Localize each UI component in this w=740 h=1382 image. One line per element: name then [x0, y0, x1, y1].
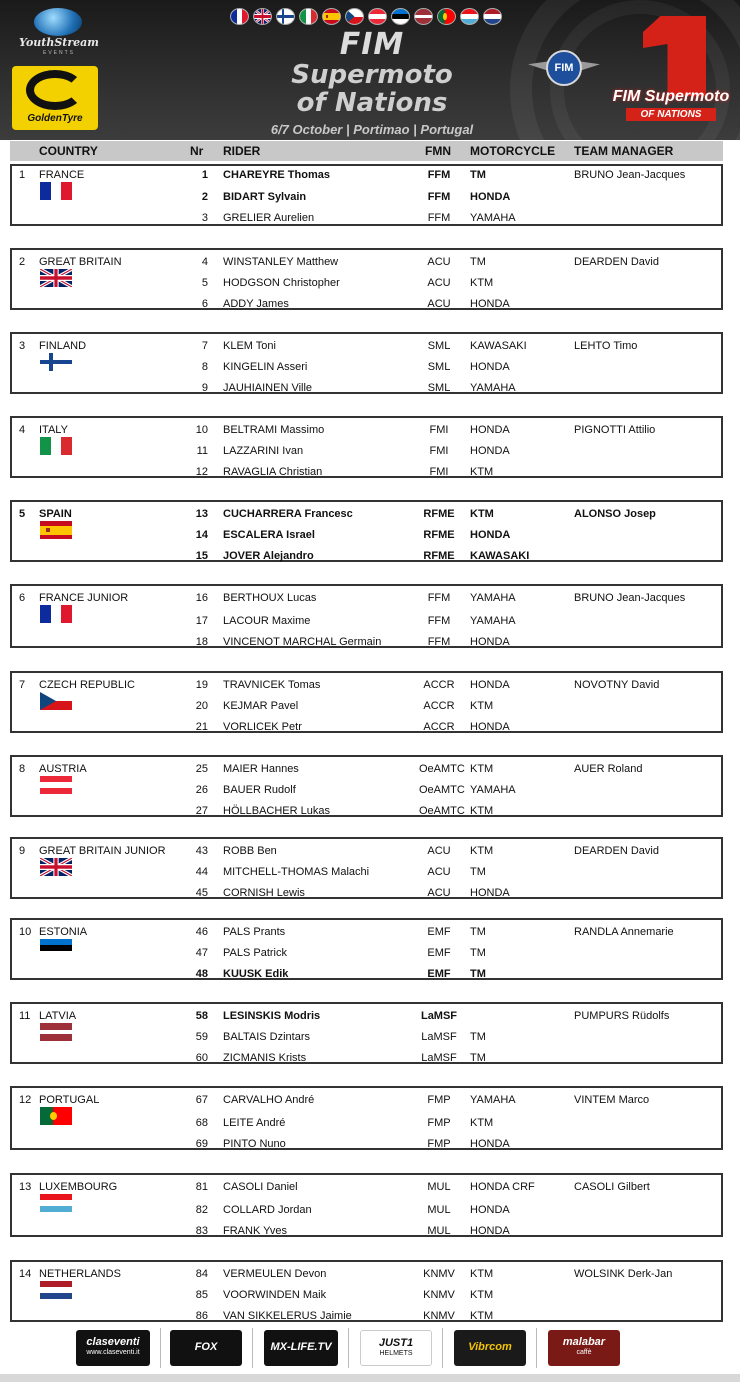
- team-block: [10, 416, 723, 478]
- rider-fmn: RFME: [423, 529, 455, 541]
- sponsor-name: Vibrcom: [468, 1341, 512, 1353]
- team-manager: VINTEM Marco: [574, 1094, 650, 1106]
- team-block: [10, 918, 723, 980]
- rider-number: 43: [195, 845, 208, 857]
- rider-number: 67: [195, 1094, 208, 1106]
- rider-number: 84: [195, 1268, 208, 1280]
- team-position: 10: [19, 926, 32, 938]
- rider-motorcycle: HONDA: [470, 424, 510, 436]
- rider-fmn: KNMV: [423, 1310, 455, 1322]
- youthstream-disc-icon: [34, 8, 82, 36]
- rider-fmn: EMF: [427, 926, 451, 938]
- rider-motorcycle: TM: [470, 947, 486, 959]
- rider-name: VOORWINDEN Maik: [223, 1289, 327, 1301]
- team-manager: BRUNO Jean-Jacques: [574, 592, 686, 604]
- rider-fmn: FMI: [429, 424, 449, 436]
- team-country: CZECH REPUBLIC: [39, 679, 135, 691]
- rider-motorcycle: HONDA: [470, 445, 510, 457]
- sponsor-divider: [160, 1328, 161, 1368]
- rider-number: 85: [195, 1289, 208, 1301]
- rider-motorcycle: TM: [470, 1052, 486, 1064]
- france-flag-icon: [40, 605, 72, 623]
- sponsor-logo: [548, 1330, 620, 1366]
- fim-logo: [528, 50, 600, 90]
- rider-number: 48: [195, 968, 208, 980]
- finland-flag-icon: [40, 353, 72, 371]
- rider-name: LACOUR Maxime: [223, 615, 311, 627]
- rider-fmn: SML: [427, 340, 451, 352]
- rider-motorcycle: HONDA: [470, 361, 510, 373]
- rider-fmn: EMF: [427, 947, 451, 959]
- team-block: [10, 671, 723, 733]
- rider-motorcycle: KTM: [470, 763, 494, 775]
- rider-name: BELTRAMI Massimo: [223, 424, 325, 436]
- sponsor-divider: [442, 1328, 443, 1368]
- sponsor-name: JUST1: [378, 1337, 414, 1349]
- column-team-manager: TEAM MANAGER: [574, 144, 674, 158]
- rider-motorcycle: KTM: [470, 1117, 494, 1129]
- rider-motorcycle: KTM: [470, 466, 494, 478]
- team-manager: WOLSINK Derk-Jan: [574, 1268, 673, 1280]
- youthstream-logo-text: YouthStream: [19, 36, 99, 49]
- rider-name: HODGSON Christopher: [223, 277, 340, 289]
- rider-name: KUUSK Edik: [223, 968, 289, 980]
- rider-name: CASOLI Daniel: [223, 1181, 298, 1193]
- rider-motorcycle: KTM: [470, 700, 494, 712]
- rider-motorcycle: TM: [470, 926, 486, 938]
- rider-number: 58: [195, 1010, 208, 1022]
- latvia-flag-icon: [414, 8, 433, 25]
- rider-name: PINTO Nuno: [223, 1138, 286, 1150]
- rider-name: KLEM Toni: [223, 340, 276, 352]
- sm-logo-line2: OF NATIONS: [626, 108, 716, 121]
- rider-motorcycle: KTM: [470, 508, 494, 520]
- rider-motorcycle: KTM: [470, 1310, 494, 1322]
- portugal-flag-icon: [437, 8, 456, 25]
- sponsor-divider: [348, 1328, 349, 1368]
- rider-name: LEITE André: [223, 1117, 286, 1129]
- rider-number: 1: [201, 169, 208, 181]
- team-block: [10, 755, 723, 817]
- rider-number: 83: [195, 1225, 208, 1237]
- rider-fmn: ACCR: [423, 700, 455, 712]
- rider-name: LESINSKIS Modris: [223, 1010, 321, 1022]
- team-manager: ALONSO Josep: [574, 508, 656, 520]
- column-fmn: FMN: [425, 144, 451, 158]
- rider-fmn: SML: [427, 361, 451, 373]
- team-country: GREAT BRITAIN: [39, 256, 122, 268]
- rider-name: TRAVNICEK Tomas: [223, 679, 321, 691]
- team-position: 11: [19, 1010, 31, 1022]
- team-manager: PIGNOTTI Attilio: [574, 424, 656, 436]
- luxembourg-flag-icon: [460, 8, 479, 25]
- rider-name: BAUER Rudolf: [223, 784, 296, 796]
- rider-fmn: LaMSF: [421, 1052, 457, 1064]
- czech-republic-flag-icon: [345, 8, 364, 25]
- rider-motorcycle: HONDA: [470, 636, 510, 648]
- team-position: 6: [19, 592, 26, 604]
- team-country: GREAT BRITAIN JUNIOR: [39, 845, 166, 857]
- rider-fmn: ACU: [427, 277, 451, 289]
- team-position: 14: [19, 1268, 32, 1280]
- rider-fmn: ACU: [427, 256, 451, 268]
- rider-number: 12: [195, 466, 208, 478]
- rider-name: WINSTANLEY Matthew: [223, 256, 339, 268]
- estonia-flag-icon: [391, 8, 410, 25]
- rider-number: 11: [196, 445, 208, 457]
- team-position: 8: [19, 763, 26, 775]
- rider-fmn: ACU: [427, 887, 451, 899]
- rider-number: 86: [195, 1310, 208, 1322]
- team-country: FRANCE JUNIOR: [39, 592, 129, 604]
- rider-number: 8: [201, 361, 208, 373]
- rider-number: 69: [195, 1138, 208, 1150]
- rider-motorcycle: TM: [470, 968, 486, 980]
- title-line-nations: of Nations: [296, 88, 448, 118]
- table-column-header: [10, 141, 723, 161]
- czech-republic-flag-icon: [40, 692, 72, 710]
- rider-fmn: ACCR: [423, 721, 455, 733]
- rider-fmn: RFME: [423, 550, 455, 562]
- sponsor-subtitle: caffè: [576, 1349, 592, 1356]
- rider-fmn: LaMSF: [420, 1010, 458, 1022]
- team-manager: LEHTO Timo: [574, 340, 638, 352]
- team-manager: DEARDEN David: [574, 845, 659, 857]
- latvia-flag-icon: [40, 1023, 72, 1041]
- rider-number: 82: [195, 1204, 208, 1216]
- rider-fmn: OeAMTC: [419, 784, 465, 796]
- rider-number: 26: [195, 784, 208, 796]
- rider-name: JOVER Alejandro: [223, 550, 314, 562]
- rider-motorcycle: KTM: [470, 277, 494, 289]
- rider-motorcycle: HONDA: [470, 191, 511, 203]
- rider-fmn: OeAMTC: [419, 805, 465, 817]
- sponsor-logo: [454, 1330, 526, 1366]
- rider-name: PALS Patrick: [223, 947, 287, 959]
- sponsor-name: claseventi: [86, 1336, 140, 1348]
- rider-number: 21: [195, 721, 208, 733]
- sponsors-footer: [0, 1322, 740, 1382]
- team-country: LUXEMBOURG: [39, 1181, 118, 1193]
- youthstream-logo-sub: EVENTS: [42, 50, 75, 56]
- rider-name: ADDY James: [223, 298, 289, 310]
- team-country: SPAIN: [39, 508, 72, 520]
- rider-fmn: FFM: [427, 615, 451, 627]
- rider-number: 68: [195, 1117, 208, 1129]
- team-position: 7: [19, 679, 26, 691]
- rider-motorcycle: HONDA CRF: [470, 1181, 535, 1193]
- team-block: [10, 164, 723, 226]
- team-manager: RANDLA Annemarie: [574, 926, 674, 938]
- rider-fmn: FMI: [429, 466, 449, 478]
- rider-fmn: EMF: [427, 968, 451, 980]
- team-position: 13: [19, 1181, 32, 1193]
- rider-number: 10: [195, 424, 208, 436]
- sponsor-name: FOX: [194, 1341, 218, 1353]
- rider-name: HÖLLBACHER Lukas: [223, 805, 330, 817]
- rider-number: 27: [195, 805, 208, 817]
- team-block: [10, 837, 723, 899]
- team-block: [10, 1086, 723, 1150]
- spain-flag-icon: [322, 8, 341, 25]
- rider-name: VERMEULEN Devon: [223, 1268, 327, 1280]
- rider-number: 6: [201, 298, 208, 310]
- rider-number: 59: [195, 1031, 208, 1043]
- rider-motorcycle: YAMAHA: [470, 382, 516, 394]
- rider-name: PALS Prants: [223, 926, 286, 938]
- rider-number: 19: [195, 679, 208, 691]
- rider-motorcycle: YAMAHA: [470, 212, 516, 224]
- team-country: ESTONIA: [39, 926, 88, 938]
- rider-motorcycle: TM: [470, 1031, 486, 1043]
- goldentyre-g-icon: [26, 70, 84, 110]
- rider-motorcycle: HONDA: [470, 1138, 510, 1150]
- rider-fmn: FFM: [427, 636, 451, 648]
- team-position: 4: [19, 424, 26, 436]
- rider-number: 18: [195, 636, 208, 648]
- rider-motorcycle: TM: [470, 169, 486, 181]
- team-country: FINLAND: [39, 340, 87, 352]
- portugal-flag-icon: [40, 1107, 72, 1125]
- finland-flag-icon: [276, 8, 295, 25]
- rider-name: GRELIER Aurelien: [223, 212, 315, 224]
- column-country: COUNTRY: [39, 144, 98, 158]
- team-position: 3: [19, 340, 26, 352]
- france-flag-icon: [40, 182, 72, 200]
- rider-name: JAUHIAINEN Ville: [223, 382, 313, 394]
- great-britain-flag-icon: [253, 8, 272, 25]
- column-nr: Nr: [190, 144, 204, 158]
- rider-fmn: KNMV: [423, 1289, 455, 1301]
- column-rider: RIDER: [223, 144, 261, 158]
- rider-number: 2: [201, 191, 208, 203]
- luxembourg-flag-icon: [40, 1194, 72, 1212]
- rider-motorcycle: KAWASAKI: [470, 550, 530, 562]
- great-britain-flag-icon: [40, 858, 72, 876]
- rider-fmn: FMI: [429, 445, 449, 457]
- title-line-fim: FIM: [339, 27, 405, 62]
- rider-motorcycle: KTM: [470, 845, 494, 857]
- rider-fmn: LaMSF: [421, 1031, 457, 1043]
- rider-motorcycle: YAMAHA: [470, 1094, 516, 1106]
- rider-name: VORLICEK Petr: [223, 721, 302, 733]
- sponsor-logo: [264, 1330, 338, 1366]
- rider-fmn: OeAMTC: [419, 763, 465, 775]
- team-country: LATVIA: [39, 1010, 77, 1022]
- austria-flag-icon: [40, 776, 72, 794]
- rider-fmn: FMP: [427, 1117, 451, 1129]
- rider-name: CORNISH Lewis: [223, 887, 305, 899]
- rider-number: 14: [195, 529, 208, 541]
- rider-fmn: MUL: [427, 1225, 451, 1237]
- rider-name: BALTAIS Dzintars: [223, 1031, 311, 1043]
- france-flag-icon: [230, 8, 249, 25]
- goldentyre-logo-text: GoldenTyre: [27, 113, 83, 124]
- rider-motorcycle: KTM: [470, 805, 494, 817]
- team-block: [10, 1173, 723, 1237]
- sponsor-logo: [170, 1330, 242, 1366]
- rider-name: RAVAGLIA Christian: [223, 466, 323, 478]
- rider-motorcycle: HONDA: [470, 1225, 510, 1237]
- rider-number: 15: [195, 550, 208, 562]
- team-position: 12: [19, 1094, 32, 1106]
- rider-motorcycle: KTM: [470, 1289, 494, 1301]
- rider-fmn: RFME: [423, 508, 455, 520]
- rider-fmn: FFM: [427, 169, 451, 181]
- rider-number: 60: [195, 1052, 208, 1064]
- rider-motorcycle: HONDA: [470, 1204, 510, 1216]
- rider-number: 4: [201, 256, 208, 268]
- spain-flag-icon: [40, 521, 72, 539]
- rider-name: FRANK Yves: [223, 1225, 287, 1237]
- rider-motorcycle: TM: [470, 866, 486, 878]
- rider-fmn: ACU: [427, 866, 451, 878]
- rider-motorcycle: TM: [470, 256, 486, 268]
- rider-name: CUCHARRERA Francesc: [223, 508, 353, 520]
- rider-fmn: FMP: [427, 1094, 451, 1106]
- nation-flags-strip: [230, 8, 502, 26]
- rider-number: 81: [195, 1181, 208, 1193]
- rider-name: CHAREYRE Thomas: [223, 169, 330, 181]
- rider-fmn: FFM: [427, 592, 451, 604]
- italy-flag-icon: [299, 8, 318, 25]
- rider-name: ESCALERA Israel: [223, 529, 315, 541]
- goldentyre-logo: [12, 66, 98, 130]
- rider-name: MITCHELL-THOMAS Malachi: [223, 866, 370, 878]
- team-block: [10, 584, 723, 648]
- sponsor-logo: [76, 1330, 150, 1366]
- rider-name: LAZZARINI Ivan: [223, 445, 304, 457]
- sponsor-subtitle: www.claseventi.it: [86, 1349, 140, 1356]
- rider-name: COLLARD Jordan: [223, 1204, 312, 1216]
- rider-name: MAIER Hannes: [223, 763, 299, 775]
- rider-fmn: FMP: [427, 1138, 451, 1150]
- rider-number: 44: [195, 866, 208, 878]
- rider-fmn: FFM: [427, 191, 451, 203]
- rider-number: 9: [201, 382, 208, 394]
- rider-number: 13: [195, 508, 208, 520]
- team-country: PORTUGAL: [39, 1094, 100, 1106]
- rider-name: KEJMAR Pavel: [223, 700, 299, 712]
- rider-number: 16: [195, 592, 208, 604]
- sponsor-subtitle: HELMETS: [379, 1350, 413, 1357]
- event-header: [0, 0, 740, 140]
- rider-name: BERTHOUX Lucas: [223, 592, 317, 604]
- rider-motorcycle: YAMAHA: [470, 784, 516, 796]
- rider-fmn: ACU: [427, 298, 451, 310]
- rider-motorcycle: HONDA: [470, 679, 510, 691]
- rider-name: ZICMANIS Krists: [223, 1052, 307, 1064]
- rider-number: 7: [201, 340, 208, 352]
- team-country: AUSTRIA: [39, 763, 87, 775]
- rider-motorcycle: YAMAHA: [470, 592, 516, 604]
- team-block: [10, 500, 723, 562]
- footer-strip: [0, 1374, 740, 1382]
- team-block: [10, 332, 723, 394]
- rider-number: 46: [195, 926, 208, 938]
- team-position: 5: [19, 508, 26, 520]
- rider-name: ROBB Ben: [223, 845, 277, 857]
- team-manager: DEARDEN David: [574, 256, 659, 268]
- team-country: ITALY: [39, 424, 68, 436]
- rider-number: 17: [195, 615, 208, 627]
- team-block: [10, 1260, 723, 1322]
- rider-motorcycle: YAMAHA: [470, 615, 516, 627]
- team-manager: AUER Roland: [574, 763, 643, 775]
- team-block: [10, 1002, 723, 1064]
- event-date-location: 6/7 October | Portimao | Portugal: [270, 122, 474, 137]
- team-block: [10, 248, 723, 310]
- fim-badge-text: FIM: [546, 50, 582, 86]
- rider-number: 5: [201, 277, 208, 289]
- austria-flag-icon: [368, 8, 387, 25]
- netherlands-flag-icon: [483, 8, 502, 25]
- number-one-icon: [636, 16, 706, 96]
- team-manager: PUMPURS Rüdolfs: [574, 1010, 670, 1022]
- rider-motorcycle: KTM: [470, 1268, 494, 1280]
- netherlands-flag-icon: [40, 1281, 72, 1299]
- rider-name: VINCENOT MARCHAL Germain: [223, 636, 382, 648]
- youthstream-logo: [14, 8, 104, 58]
- great-britain-flag-icon: [40, 269, 72, 287]
- rider-number: 45: [195, 887, 208, 899]
- rider-fmn: ACCR: [423, 679, 455, 691]
- sponsor-logo: [360, 1330, 432, 1366]
- rider-fmn: SML: [427, 382, 451, 394]
- estonia-flag-icon: [40, 939, 72, 957]
- rider-fmn: MUL: [427, 1181, 451, 1193]
- rider-name: CARVALHO André: [223, 1094, 315, 1106]
- rider-fmn: KNMV: [423, 1268, 455, 1280]
- team-country: FRANCE: [39, 169, 85, 181]
- rider-number: 47: [195, 947, 208, 959]
- rider-motorcycle: HONDA: [470, 721, 510, 733]
- column-motorcycle: MOTORCYCLE: [470, 144, 556, 158]
- rider-motorcycle: HONDA: [470, 298, 510, 310]
- rider-motorcycle: HONDA: [470, 529, 511, 541]
- rider-motorcycle: HONDA: [470, 887, 510, 899]
- team-manager: BRUNO Jean-Jacques: [574, 169, 686, 181]
- team-country: NETHERLANDS: [39, 1268, 121, 1280]
- title-line-supermoto: Supermoto: [291, 60, 453, 90]
- team-position: 2: [19, 256, 26, 268]
- sponsor-divider: [536, 1328, 537, 1368]
- rider-fmn: FFM: [427, 212, 451, 224]
- event-title: [222, 27, 522, 118]
- team-manager: NOVOTNY David: [574, 679, 660, 691]
- italy-flag-icon: [40, 437, 72, 455]
- sm-logo-line1: FIM Supermoto: [612, 88, 730, 105]
- team-position: 9: [19, 845, 26, 857]
- rider-name: VAN SIKKELERUS Jaimie: [223, 1310, 352, 1322]
- team-position: 1: [19, 169, 26, 181]
- sponsor-divider: [252, 1328, 253, 1368]
- rider-number: 25: [195, 763, 208, 775]
- sponsor-name: MX-LIFE.TV: [270, 1341, 332, 1353]
- rider-name: KINGELIN Asseri: [223, 361, 308, 373]
- rider-number: 3: [201, 212, 208, 224]
- rider-number: 20: [195, 700, 208, 712]
- rider-name: BIDART Sylvain: [223, 191, 307, 203]
- team-manager: CASOLI Gilbert: [574, 1181, 650, 1193]
- sponsor-name: malabar: [562, 1336, 606, 1348]
- rider-fmn: ACU: [427, 845, 451, 857]
- rider-motorcycle: KAWASAKI: [470, 340, 527, 352]
- supermoto-of-nations-logo: [606, 16, 736, 128]
- rider-fmn: MUL: [427, 1204, 451, 1216]
